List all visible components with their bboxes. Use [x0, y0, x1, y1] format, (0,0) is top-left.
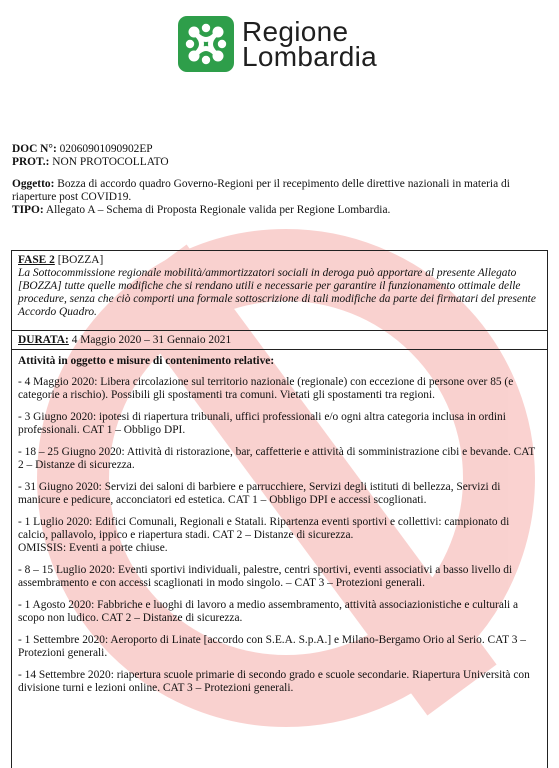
activity-text: - 14 Settembre 2020: riapertura scuole primarie di secondo grado e scuole secondarie. Riapertura Università con divisione turni e lezioni online. CAT 3 – Protezioni generali. [18, 669, 530, 694]
activity-item [18, 376, 541, 402]
logo-line-2: Lombardia [242, 41, 378, 72]
activity-text: - 31 Giugno 2020: Servizi dei saloni di barbiere e parrucchiere, Servizi degli istituti di bellezza, Servizi di manicure e pedicure, acconciatori ed estetica. CAT 1 – Obbligo DPI e accessi scoglionati. [18, 481, 501, 506]
phase-tag: [BOZZA] [57, 254, 104, 266]
activity-text: - 1 Luglio 2020: Edifici Comunali, Regionali e Statali. Ripartenza eventi sportivi e collettivi: campionato di calcio, pallavolo, ippico e riapertura stadi. CAT 2 – Distanze di sicurezza. [18, 516, 510, 541]
type-value: Allegato A – Schema di Proposta Regionale valida per Regione Lombardia. [45, 204, 391, 216]
activity-extra: OMISSIS: Eventi a porte chiuse. [18, 542, 168, 554]
activity-text: - 8 – 15 Luglio 2020: Eventi sportivi individuali, palestre, centri sportivi, eventi associativi a basso livello di assembramento e con accessi scaglionati in modo singolo. – CAT 3 – Protezioni generali. [18, 564, 513, 589]
activity-text: - 18 – 25 Giugno 2020: Attività di ristorazione, bar, caffetterie e attività di somministrazione cibi e bevande. CAT 2 – Distanze di sicurezza. [18, 446, 535, 471]
doc-number-label: DOC N°: [12, 143, 57, 155]
regione-lombardia-logo [178, 14, 377, 74]
type-label: TIPO: [12, 204, 44, 216]
activity-text: - 1 Agosto 2020: Fabbriche e luoghi di lavoro a medio assembramento, attività associazionistiche e culturali a scopo non ludico. CAT 2 – Distanze di sicurezza. [18, 599, 519, 624]
activity-item [18, 599, 541, 625]
activity-item [18, 446, 541, 472]
logo-line-1: Regione [242, 16, 349, 47]
activity-item [18, 516, 541, 555]
protocol-value: NON PROTOCOLLATO [52, 156, 169, 168]
rosa-camuna-icon [178, 16, 234, 72]
activity-item [18, 669, 541, 695]
activity-item [18, 481, 541, 507]
subject-value: Bozza di accordo quadro Governo-Regioni per il recepimento delle direttive nazionali in materia di riaperture post COVID19. [12, 178, 510, 203]
activities-heading: Attività in oggetto e misure di contenimento relative: [18, 355, 275, 367]
subject-label: Oggetto: [12, 178, 55, 190]
phase-note: La Sottocommissione regionale mobilità/ammortizzatori sociali in deroga può apportare al presente Allegato [BOZZA] tutte quelle modifiche che si rendano utili e necessarie per garantire il funzionamento ottimale delle procedure, senza che ciò comporti una formale sottoscrizione di tali modifiche da parte dei firmatari del presente Accordo Quadro. [18, 267, 536, 318]
duration-box [11, 331, 548, 350]
protocol-label: PROT.: [12, 156, 50, 168]
activity-text: - 4 Maggio 2020: Libera circolazione sul territorio nazionale (regionale) con eccezione di persone over 85 (e categorie a rischio). Possibili gli spostamenti tra comuni. Vietati gli spostamenti tra regioni. [18, 376, 514, 401]
activities-list [18, 376, 541, 695]
duration-label: DURATA: [18, 334, 69, 346]
activity-item [18, 564, 541, 590]
activities-box [11, 350, 548, 768]
activity-item [18, 634, 541, 660]
phase-label: FASE 2 [18, 254, 55, 266]
activity-item [18, 411, 541, 437]
duration-value: 4 Maggio 2020 – 31 Gennaio 2021 [71, 334, 232, 346]
activity-text: - 1 Settembre 2020: Aeroporto di Linate [accordo con S.E.A. S.p.A.] e Milano-Bergamo Orio al Serio. CAT 3 – Protezioni generali. [18, 634, 526, 659]
phase-box [11, 250, 548, 331]
doc-number-value: 02060901090902EP [59, 143, 153, 155]
document-header [12, 143, 547, 217]
activity-text: - 3 Giugno 2020: ipotesi di riapertura tribunali, uffici professionali e/o ogni altra categoria inclusa in ordini professionali. CAT 1 – Obbligo DPI. [18, 411, 506, 436]
